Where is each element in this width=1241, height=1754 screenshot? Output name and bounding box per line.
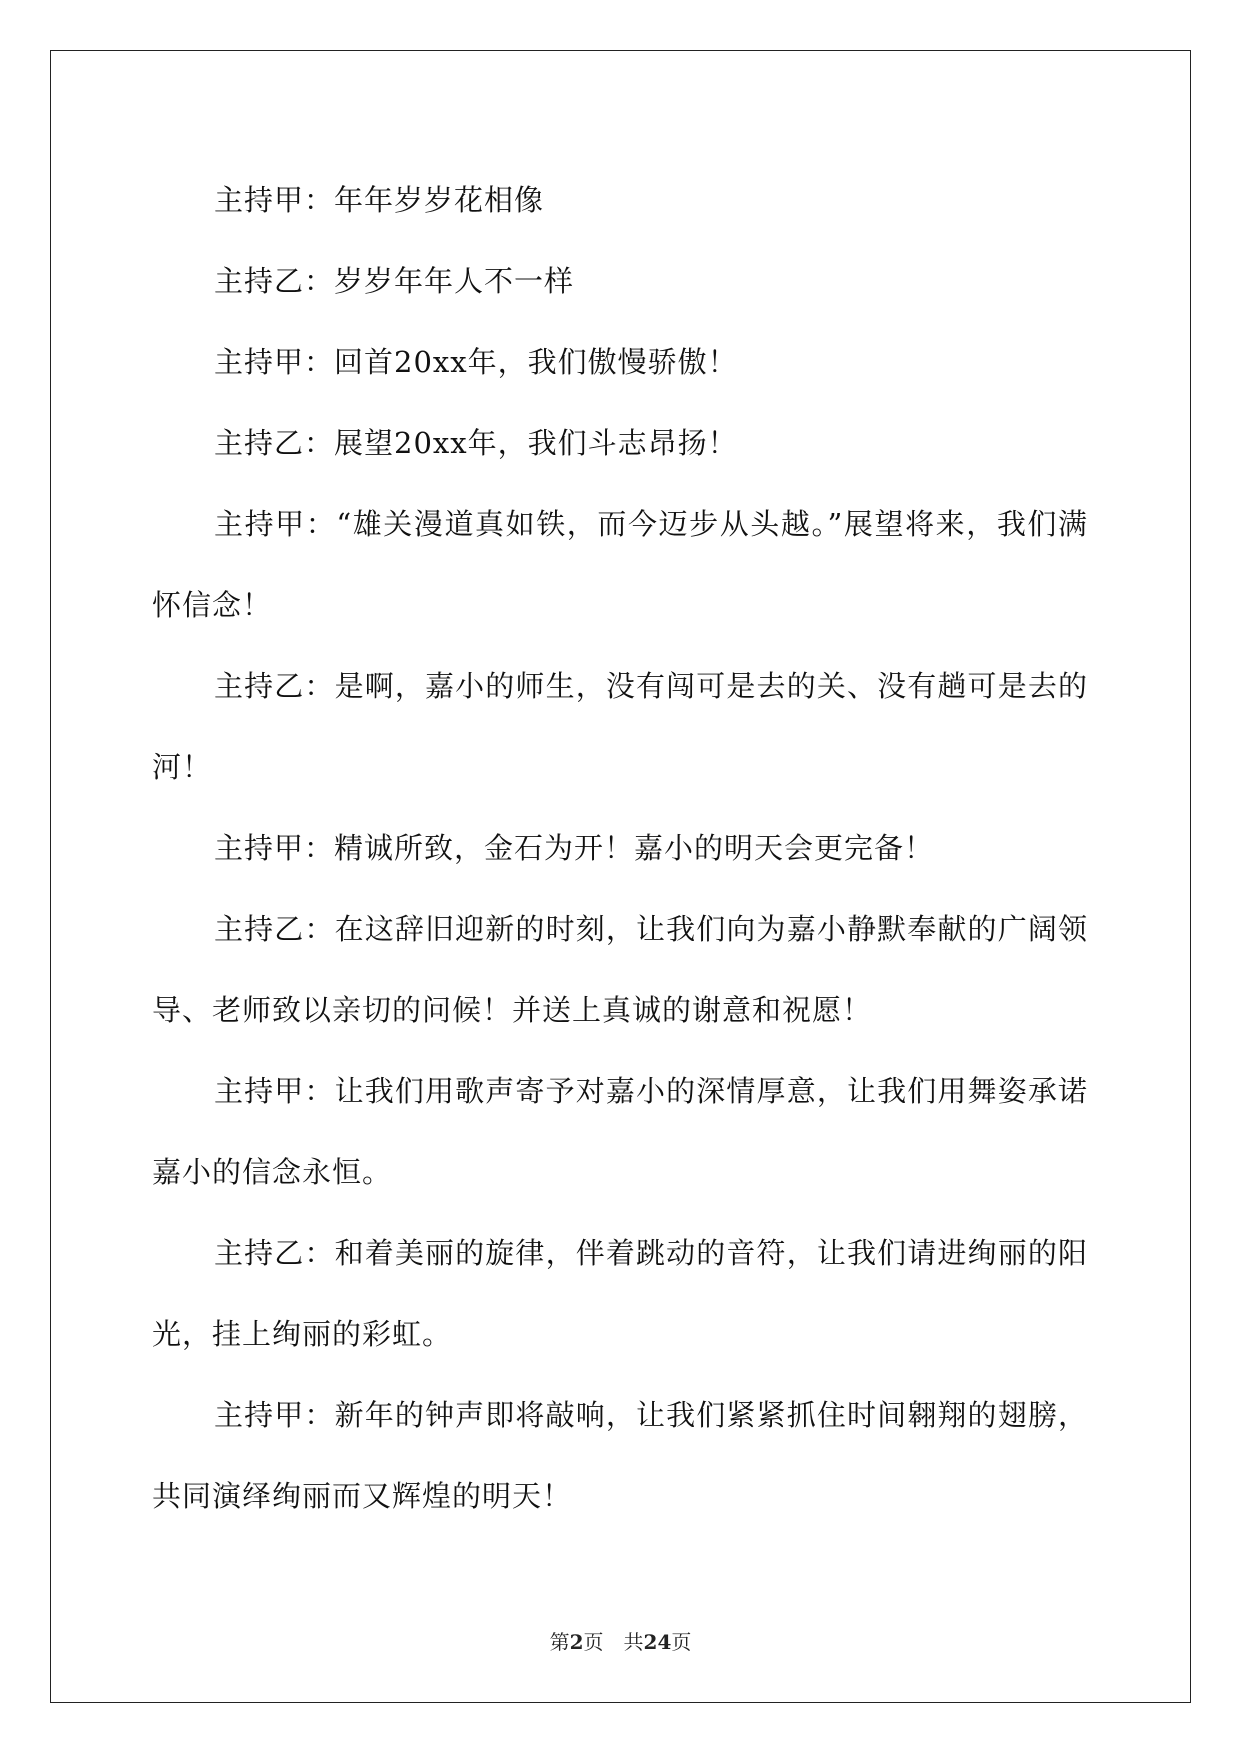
paragraph: 主持甲：精诚所致，金石为开！嘉小的明天会更完备！: [214, 831, 935, 865]
document-body: [152, 160, 1088, 1537]
page-total: 24: [643, 1630, 672, 1654]
paragraph: 主持乙：在这辞旧迎新的时刻，让我们向为嘉小静默奉献的广阔领导、老师致以亲切的问候！并送上真诚的谢意和祝愿！: [152, 912, 1088, 1027]
paragraph: 主持甲：年年岁岁花相像: [214, 183, 545, 217]
paragraph: 主持甲：“雄关漫道真如铁，而今迈步从头越。”展望将来，我们满怀信念！: [152, 507, 1088, 622]
page-number: 2: [569, 1630, 584, 1654]
paragraph: 主持乙：岁岁年年人不一样: [214, 264, 575, 298]
page-footer: [0, 1626, 1241, 1655]
paragraph: 主持甲：回首20xx年，我们傲慢骄傲！: [214, 345, 738, 379]
page-suffix: 页: [583, 1630, 604, 1654]
paragraph: 主持甲：让我们用歌声寄予对嘉小的深情厚意，让我们用舞姿承诺嘉小的信念永恒。: [152, 1074, 1088, 1189]
paragraph: 主持甲：新年的钟声即将敲响，让我们紧紧抓住时间翱翔的翅膀，共同演绎绚丽而又辉煌的明天！: [152, 1398, 1088, 1513]
total-suffix: 页: [671, 1630, 692, 1654]
paragraph: 主持乙：和着美丽的旋律，伴着跳动的音符，让我们请进绚丽的阳光，挂上绚丽的彩虹。: [152, 1236, 1088, 1351]
paragraph: 主持乙：是啊，嘉小的师生，没有闯可是去的关、没有趟可是去的河！: [152, 669, 1088, 784]
paragraph: 主持乙：展望20xx年，我们斗志昂扬！: [214, 426, 738, 460]
total-prefix: 共: [623, 1630, 644, 1654]
page-prefix: 第: [549, 1630, 570, 1654]
